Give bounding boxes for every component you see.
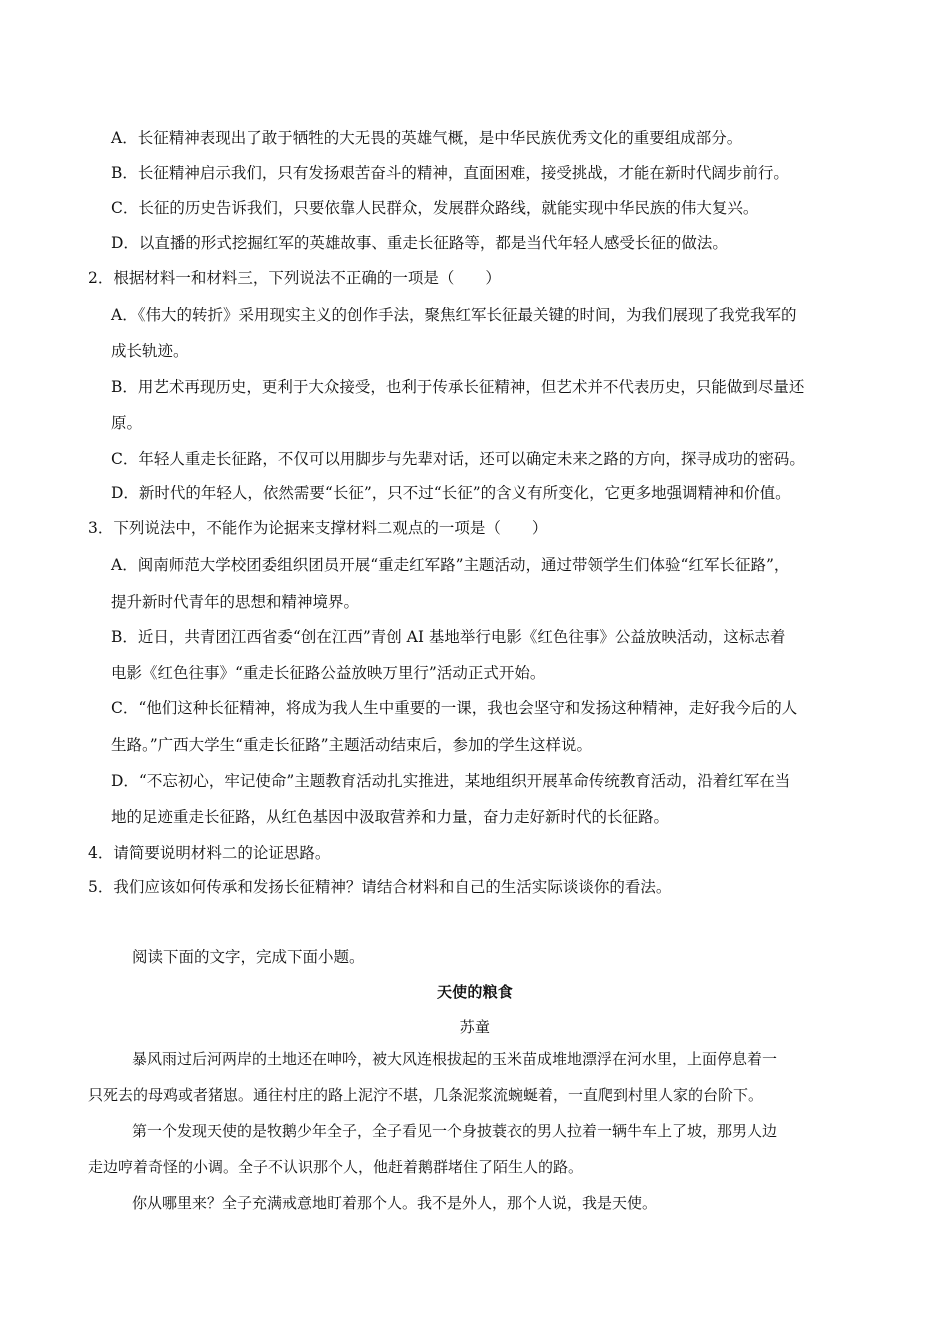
- q1-option-b: B．长征精神启示我们，只有发扬艰苦奋斗的精神，直面困难，接受挑战，才能在新时代阔步前行。: [111, 164, 789, 182]
- q2-option-d: D．新时代的年轻人，依然需要“长征”，只不过“长征”的含义有所变化，它更多地强调精神和价值。: [111, 484, 791, 502]
- q1-option-a: A．长征精神表现出了敢于牺牲的大无畏的英雄气概，是中华民族优秀文化的重要组成部分。: [111, 129, 743, 147]
- question-5: 5．我们应该如何传承和发扬长征精神？请结合材料和自己的生活实际谈谈你的看法。: [88, 878, 672, 896]
- q3-option-a-line2: 提升新时代青年的思想和精神境界。: [111, 593, 360, 611]
- question-4: 4．请简要说明材料二的论证思路。: [88, 844, 331, 862]
- q3-option-b-line1: B．近日，共青团江西省委“创在江西”青创 AI 基地举行电影《红色往事》公益放映活动，这标志着: [111, 628, 786, 646]
- story-p2-line1: 第一个发现天使的是牧鹅少年全子，全子看见一个身披蓑衣的男人拉着一辆牛车上了坡，那男人边: [132, 1122, 778, 1140]
- q1-option-d: D．以直播的形式挖掘红军的英雄故事、重走长征路等，都是当代年轻人感受长征的做法。: [111, 234, 728, 252]
- story-p3-line1: 你从哪里来？全子充满戒意地盯着那个人。我不是外人，那个人说，我是天使。: [132, 1194, 658, 1212]
- q2-option-a-line2: 成长轨迹。: [111, 342, 189, 360]
- q2-option-b-line2: 原。: [111, 414, 143, 432]
- story-p2-line2: 走边哼着奇怪的小调。全子不认识那个人，他赶着鹅群堵住了陌生人的路。: [88, 1158, 584, 1176]
- reading-intro: 阅读下面的文字，完成下面小题。: [132, 948, 365, 966]
- q2-option-a-line1: A．《伟大的转折》采用现实主义的创作手法，聚焦红军长征最关键的时间，为我们展现了我党我军的: [111, 306, 797, 324]
- story-author: 苏童: [459, 1018, 491, 1036]
- story-p1-line1: 暴风雨过后河两岸的土地还在呻吟，被大风连根拔起的玉米苗成堆地漂浮在河水里，上面停息着一: [132, 1050, 778, 1068]
- story-p1-line2: 只死去的母鸡或者猪崽。通往村庄的路上泥泞不堪，几条泥浆流蜿蜒着，一直爬到村里人家的台阶下。: [88, 1086, 764, 1104]
- question-2-stem: 2．根据材料一和材料三，下列说法不正确的一项是（ ）: [88, 269, 501, 287]
- q3-option-a-line1: A．闽南师范大学校团委组织团员开展“重走红军路”主题活动，通过带领学生们体验“红军长征路”，: [111, 556, 790, 574]
- story-title: 天使的粮食: [436, 983, 513, 1001]
- q2-option-c: C．年轻人重走长征路，不仅可以用脚步与先辈对话，还可以确定未来之路的方向，探寻成功的密码。: [111, 450, 805, 468]
- q3-option-b-line2: 电影《红色往事》“重走长征路公益放映万里行”活动正式开始。: [111, 664, 546, 682]
- q3-option-c-line2: 生路。”广西大学生“重走长征路”主题活动结束后，参加的学生这样说。: [111, 736, 593, 754]
- q3-option-d-line1: D．“不忘初心，牢记使命”主题教育活动扎实推进，某地组织开展革命传统教育活动，沿着红军在当: [111, 772, 791, 790]
- q3-option-c-line1: C．“他们这种长征精神，将成为我人生中重要的一课，我也会坚守和发扬这种精神，走好我今后的人: [111, 699, 798, 717]
- question-3-stem: 3．下列说法中，不能作为论据来支撑材料二观点的一项是（ ）: [88, 519, 548, 537]
- q1-option-c: C．长征的历史告诉我们，只要依靠人民群众，发展群众路线，就能实现中华民族的伟大复兴。: [111, 199, 759, 217]
- q3-option-d-line2: 地的足迹重走长征路，从红色基因中汲取营养和力量，奋力走好新时代的长征路。: [111, 808, 670, 826]
- q2-option-b-line1: B．用艺术再现历史，更利于大众接受，也利于传承长征精神，但艺术并不代表历史，只能做到尽量还: [111, 378, 805, 396]
